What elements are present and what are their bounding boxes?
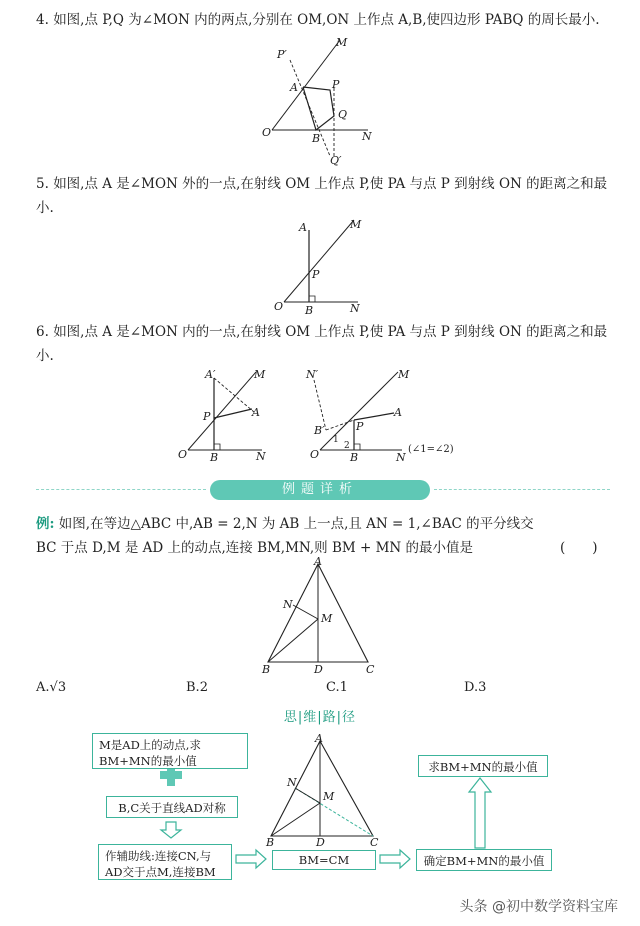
- label-B: B: [350, 451, 359, 464]
- label-C: C: [366, 663, 375, 676]
- label-N: N: [287, 776, 297, 789]
- label-A: A: [252, 406, 260, 419]
- label-M: M: [321, 612, 333, 625]
- example-text: 如图,在等边△ABC 中,AB = 2,N 为 AB 上一点,且 AN = 1,∠BAC 的平分线交 BC 于点 D,M 是 AD 上的动点,连接 BM,MN,则 BM + MN 的最小值是: [36, 516, 534, 556]
- thinking-box-given: M是AD上的动点,求BM+MN的最小值: [92, 733, 248, 769]
- angle-note: (∠1=∠2): [408, 444, 454, 455]
- choice-letter: B.: [186, 680, 200, 695]
- label-A: A: [290, 81, 298, 94]
- label-P: P: [312, 268, 320, 281]
- thinking-path-title: 思|维|路|径: [283, 710, 357, 725]
- label-M: M: [350, 218, 362, 231]
- label-B: B: [305, 304, 314, 317]
- choice-value: 1: [339, 680, 348, 695]
- answer-paren: ( ): [560, 540, 598, 556]
- label-Q-prime: Q′: [330, 154, 342, 167]
- thinking-box-symmetry: B,C关于直线AD对称: [106, 796, 238, 818]
- problem-text: 如图,点 A 是∠MON 外的一点,在射线 OM 上作点 P,使 PA 与点 P 到射线 ON 的距离之和最小.: [36, 176, 608, 216]
- label-N-prime: N′: [306, 368, 319, 381]
- label-angle-1: 1: [333, 435, 339, 445]
- example-label: 例:: [36, 516, 55, 532]
- label-A: A: [314, 556, 322, 568]
- thinking-box-auxiliary: 作辅助线:连接CN,与AD交于点M,连接BM: [98, 844, 232, 880]
- label-O: O: [262, 126, 272, 139]
- choice-letter: D.: [464, 680, 479, 695]
- label-P: P: [356, 420, 364, 433]
- problem-text: 如图,点 P,Q 为∠MON 内的两点,分别在 OM,ON 上作点 A,B,使四边形 PABQ 的周长最小.: [53, 12, 600, 28]
- problem-text: 如图,点 A 是∠MON 内的一点,在射线 OM 上作点 P,使 PA 与点 P 到射线 ON 的距离之和最小.: [36, 324, 608, 364]
- label-M: M: [323, 790, 335, 803]
- label-B: B: [266, 836, 275, 849]
- thinking-box-bm-cm: BM=CM: [272, 850, 376, 870]
- problem-number: 4.: [36, 12, 49, 28]
- thinking-box-goal: 求BM+MN的最小值: [418, 755, 548, 777]
- choice-value: 2: [199, 680, 208, 695]
- label-C: C: [370, 836, 379, 849]
- choice-letter: C.: [326, 680, 340, 695]
- label-A: A: [394, 406, 402, 419]
- label-O: O: [310, 448, 320, 461]
- label-M: M: [336, 36, 348, 49]
- label-M: M: [254, 368, 266, 381]
- label-A-prime: A′: [205, 368, 216, 381]
- label-N: N: [256, 450, 266, 463]
- label-Q: Q: [338, 108, 348, 121]
- watermark: 头条 @初中数学资料宝库: [459, 899, 618, 915]
- label-N: N: [283, 598, 293, 611]
- choice-letter: A.: [36, 680, 50, 695]
- label-B: B: [312, 132, 321, 145]
- label-O: O: [178, 448, 188, 461]
- label-D: D: [316, 836, 325, 849]
- label-N: N: [396, 451, 406, 464]
- label-P: P: [203, 410, 211, 423]
- problem-number: 6.: [36, 324, 49, 340]
- label-D: D: [314, 663, 323, 676]
- label-P: P: [332, 78, 340, 91]
- choice-value: √3: [49, 680, 67, 695]
- thinking-box-determine: 确定BM+MN的最小值: [416, 849, 552, 871]
- thinking-figure-labels: [260, 728, 390, 850]
- label-N: N: [350, 302, 360, 315]
- label-M: M: [398, 368, 410, 381]
- label-B: B: [210, 451, 219, 464]
- label-O: O: [274, 300, 284, 313]
- label-B-prime: B′: [314, 424, 325, 437]
- section-banner: 例题详析: [210, 480, 430, 500]
- label-P-prime: P′: [277, 48, 287, 61]
- label-A: A: [299, 221, 307, 234]
- label-N: N: [362, 130, 372, 143]
- label-A: A: [315, 732, 323, 745]
- label-B: B: [262, 663, 271, 676]
- problem-number: 5.: [36, 176, 49, 192]
- label-angle-2: 2: [344, 441, 350, 451]
- choice-value: 3: [478, 680, 487, 695]
